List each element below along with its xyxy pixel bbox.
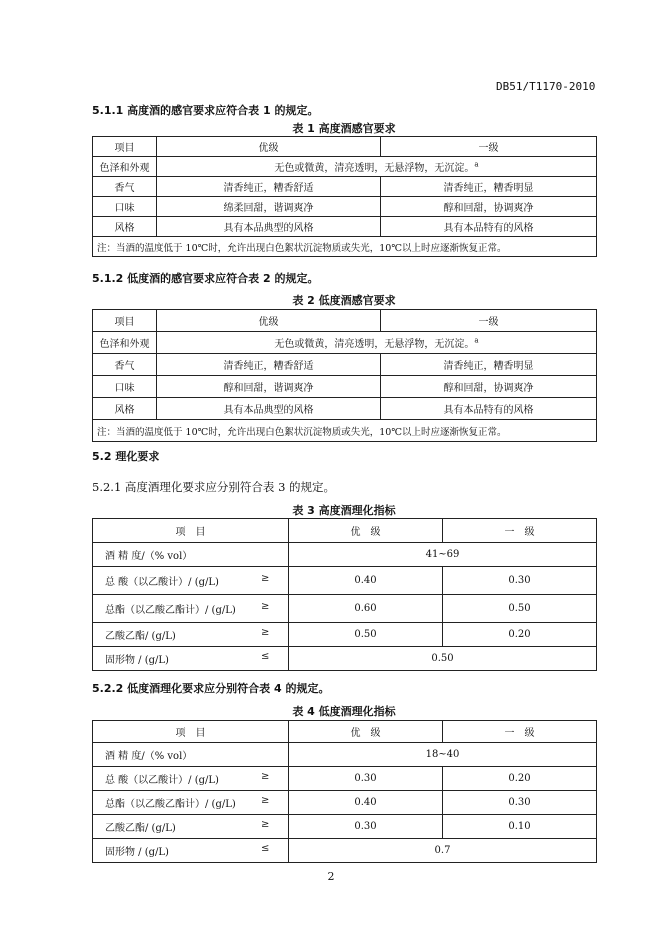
table3-header-item: 项 目	[93, 519, 289, 543]
row-premium: 醇和回甜，谐调爽净	[157, 376, 381, 398]
row-item: 风格	[93, 217, 157, 237]
table-row	[93, 567, 597, 595]
row-item: 香气	[93, 177, 157, 197]
row-item: 乙酸乙酯/ (g/L) ≥	[93, 815, 289, 839]
table4-header-premium: 优 级	[289, 721, 443, 743]
table4-title: 表 4 低度酒理化指标	[292, 705, 396, 718]
row-premium: 0.30	[289, 815, 443, 839]
row-premium: 0.60	[289, 595, 443, 623]
gte-symbol: ≥	[261, 573, 270, 584]
row-item: 风格	[93, 398, 157, 420]
table-row	[93, 217, 597, 237]
row-first: 醇和回甜，协调爽净	[381, 197, 597, 217]
row-premium: 0.30	[289, 767, 443, 791]
row-first: 0.30	[443, 567, 597, 595]
table-row	[93, 354, 597, 376]
gte-symbol: ≥	[261, 795, 270, 806]
table1-header-premium: 优级	[157, 137, 381, 157]
table-row	[93, 197, 597, 217]
table2-header-first: 一级	[381, 310, 597, 332]
table-row	[93, 543, 597, 567]
row-premium: 清香纯正，糟香舒适	[157, 354, 381, 376]
row-premium: 绵柔回甜，谐调爽净	[157, 197, 381, 217]
table2-sensory-low	[92, 309, 597, 442]
table-row	[93, 839, 597, 863]
row-merged-value: 0.50	[289, 647, 597, 671]
table4-header-item: 项 目	[93, 721, 289, 743]
table3-physicochemical-high	[92, 518, 597, 671]
row-premium: 具有本品典型的风格	[157, 217, 381, 237]
row-item: 酒 精 度/（% vol）	[93, 543, 289, 567]
row-first: 具有本品特有的风格	[381, 398, 597, 420]
row-first: 0.10	[443, 815, 597, 839]
table1-header-item: 项目	[93, 137, 157, 157]
table4-header-first: 一 级	[443, 721, 597, 743]
gte-symbol: ≥	[261, 601, 270, 612]
row-merged-value: 18~40	[289, 743, 597, 767]
table-row	[93, 157, 597, 177]
row-item: 酒 精 度/（% vol）	[93, 743, 289, 767]
table-row	[93, 647, 597, 671]
row-premium: 0.50	[289, 623, 443, 647]
table-row	[93, 791, 597, 815]
row-item: 香气	[93, 354, 157, 376]
row-first: 0.30	[443, 791, 597, 815]
row-item: 总 酸（以乙酸计）/ (g/L) ≥	[93, 767, 289, 791]
row-premium: 0.40	[289, 791, 443, 815]
table-row	[93, 595, 597, 623]
row-first: 醇和回甜，协调爽净	[381, 376, 597, 398]
lte-symbol: ≤	[261, 651, 270, 662]
row-first: 清香纯正，糟香明显	[381, 177, 597, 197]
table3-header-first: 一 级	[443, 519, 597, 543]
table1-title: 表 1 高度酒感官要求	[292, 122, 396, 135]
table4-physicochemical-low	[92, 720, 597, 863]
row-item: 乙酸乙酯/ (g/L) ≥	[93, 623, 289, 647]
table-row	[93, 332, 597, 354]
table2-header-item: 项目	[93, 310, 157, 332]
document-id: DB51/T1170-2010	[496, 80, 596, 93]
table-row	[93, 743, 597, 767]
row-first: 具有本品特有的风格	[381, 217, 597, 237]
page-number: 2	[327, 870, 335, 883]
row-item: 口味	[93, 197, 157, 217]
row-merged-value: 0.7	[289, 839, 597, 863]
table1-header-first: 一级	[381, 137, 597, 157]
section-5-1-2: 5.1.2 低度酒的感官要求应符合表 2 的规定。	[92, 272, 319, 285]
row-item: 固形物 / (g/L) ≤	[93, 839, 289, 863]
row-first: 0.20	[443, 623, 597, 647]
row-item: 色泽和外观	[93, 332, 157, 354]
section-5-2-2: 5.2.2 低度酒理化要求应分别符合表 4 的规定。	[92, 682, 330, 695]
table-row	[93, 398, 597, 420]
row-item: 总酯（以乙酸乙酯计）/ (g/L) ≥	[93, 791, 289, 815]
table2-title: 表 2 低度酒感官要求	[292, 294, 396, 307]
lte-symbol: ≤	[261, 843, 270, 854]
row-merged-value: 无色或微黄，清亮透明，无悬浮物，无沉淀。$^a$	[157, 157, 597, 177]
row-item: 固形物 / (g/L) ≤	[93, 647, 289, 671]
row-first: 0.50	[443, 595, 597, 623]
table2-header-premium: 优级	[157, 310, 381, 332]
row-merged-value: 41~69	[289, 543, 597, 567]
row-first: 0.20	[443, 767, 597, 791]
row-premium: 清香纯正，糟香舒适	[157, 177, 381, 197]
table3-header-premium: 优 级	[289, 519, 443, 543]
section-5-2-1: 5.2.1 高度酒理化要求应分别符合表 3 的规定。	[92, 480, 336, 494]
row-item: 总酯（以乙酸乙酯计）/ (g/L) ≥	[93, 595, 289, 623]
row-item: 色泽和外观	[93, 157, 157, 177]
table1-note: 注：当酒的温度低于 10℃时，允许出现白色絮状沉淀物质或失光，10℃以上时应逐渐恢复正常。	[93, 237, 597, 257]
row-premium: 0.40	[289, 567, 443, 595]
table1-sensory-high	[92, 136, 597, 257]
table-row	[93, 177, 597, 197]
table-row	[93, 767, 597, 791]
row-first: 清香纯正，糟香明显	[381, 354, 597, 376]
table2-note: 注：当酒的温度低于 10℃时，允许出现白色絮状沉淀物质或失光，10℃以上时应逐渐恢复正常。	[93, 420, 597, 442]
row-item: 口味	[93, 376, 157, 398]
gte-symbol: ≥	[261, 819, 270, 830]
gte-symbol: ≥	[261, 627, 270, 638]
row-item: 总 酸（以乙酸计）/ (g/L) ≥	[93, 567, 289, 595]
section-5-2: 5.2 理化要求	[92, 450, 160, 463]
section-5-1-1: 5.1.1 高度酒的感官要求应符合表 1 的规定。	[92, 104, 319, 117]
table-row	[93, 815, 597, 839]
row-merged-value: 无色或微黄，清亮透明，无悬浮物，无沉淀。$^a$	[157, 332, 597, 354]
row-premium: 具有本品典型的风格	[157, 398, 381, 420]
table-row	[93, 623, 597, 647]
gte-symbol: ≥	[261, 771, 270, 782]
table-row	[93, 376, 597, 398]
table3-title: 表 3 高度酒理化指标	[292, 504, 396, 517]
